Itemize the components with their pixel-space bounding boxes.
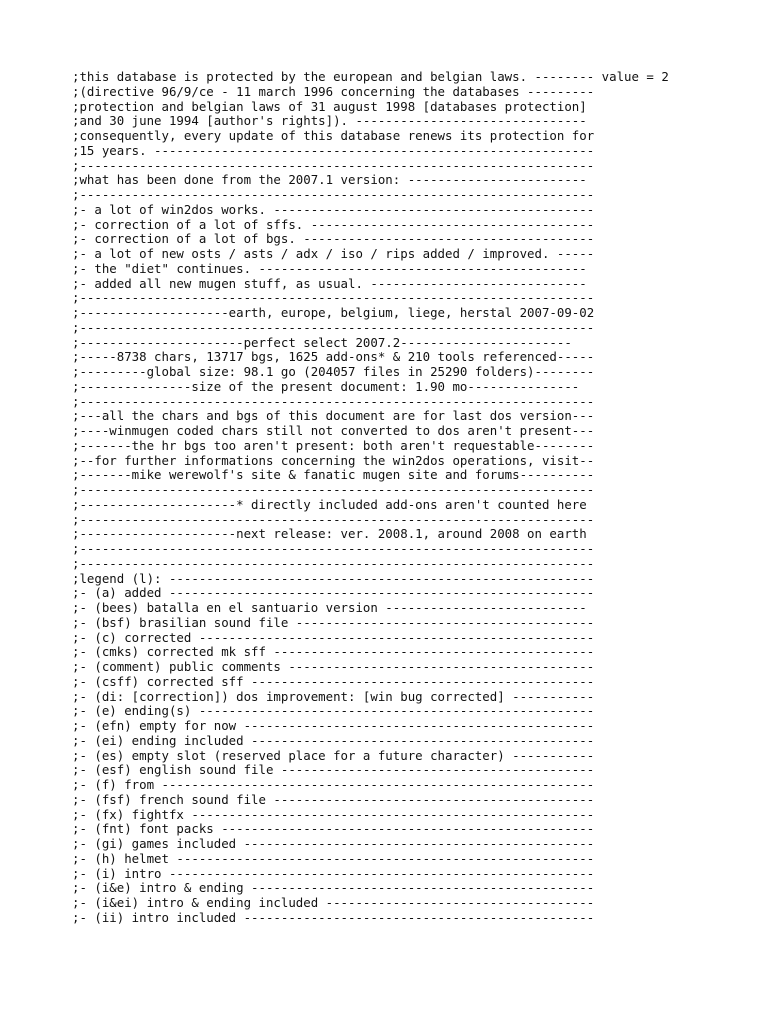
document-line: ;this database is protected by the european and belgian laws. -------- value = 2 bbox=[72, 69, 669, 84]
document-line: ;- correction of a lot of bgs. --------------------------------------- bbox=[72, 231, 595, 247]
document-line: ;- (comment) public comments ----------------------------------------- bbox=[72, 659, 595, 674]
document-line: ;--------------------------------------------------------------------- bbox=[72, 541, 595, 556]
document-line: ;--------------------earth, europe, belgium, liege, herstal 2007-09-02 bbox=[72, 305, 595, 320]
document-line: ;- (i&e) intro & ending ---------------------------------------------- bbox=[72, 880, 595, 896]
document-line: ;---all the chars and bgs of this document are for last dos version--- bbox=[72, 408, 595, 424]
document-line: ;--------------------------------------------------------------------- bbox=[72, 482, 595, 497]
document-line: ;consequently, every update of this database renews its protection for bbox=[72, 128, 595, 143]
document-line: ;----winmugen coded chars still not converted to dos aren't present--- bbox=[72, 423, 595, 438]
document-line: ;- (i) intro --------------------------------------------------------- bbox=[72, 865, 595, 881]
document-line: ;---------------------* directly included add-ons aren't counted here bbox=[72, 496, 587, 512]
document-line: ;- (di: [correction]) dos improvement: [win bug corrected] ----------- bbox=[72, 688, 595, 704]
document-line: ;---------global size: 98.1 go (204057 files in 25290 folders)-------- bbox=[72, 364, 595, 379]
document-line: ;- a lot of win2dos works. ------------------------------------------- bbox=[72, 201, 595, 217]
document-line: ;- a lot of new osts / asts / adx / iso / rips added / improved. ----- bbox=[72, 246, 595, 261]
document-line: ;- (a) added --------------------------------------------------------- bbox=[72, 585, 595, 601]
document-line: ;- (h) helmet -------------------------------------------------------- bbox=[72, 850, 595, 866]
document-text bbox=[72, 70, 669, 926]
document-line: ;- (bees) batalla en el santuario version --------------------------- bbox=[72, 600, 587, 615]
document-line: ;protection and belgian laws of 31 august 1998 [databases protection] bbox=[72, 98, 587, 114]
document-line: ;- (e) ending(s) ----------------------------------------------------- bbox=[72, 703, 595, 719]
document-line: ;--------------------------------------------------------------------- bbox=[72, 555, 595, 571]
document-line: ;- (gi) games included ----------------------------------------------- bbox=[72, 836, 595, 851]
document-line: ;--------------------------------------------------------------------- bbox=[72, 511, 595, 527]
document-line: ;--------------------------------------------------------------------- bbox=[72, 393, 595, 409]
document-line: ;legend (l): --------------------------------------------------------- bbox=[72, 570, 595, 586]
document-line: ;- (es) empty slot (reserved place for a future character) ----------- bbox=[72, 747, 595, 763]
document-line: ;---------------size of the present document: 1.90 mo--------------- bbox=[72, 378, 580, 394]
document-line: ;- (ei) ending included ---------------------------------------------- bbox=[72, 732, 595, 748]
document-line: ;- (bsf) brasilian sound file ---------------------------------------- bbox=[72, 614, 595, 630]
document-line: ;and 30 june 1994 [author's rights]). ------------------------------- bbox=[72, 113, 587, 129]
document-line: ;- (efn) empty for now ----------------------------------------------- bbox=[72, 718, 595, 733]
document-line: ;- (fx) fightfx ------------------------------------------------------ bbox=[72, 806, 595, 822]
document-line: ;--for further informations concerning the win2dos operations, visit-- bbox=[72, 452, 595, 468]
document-line: ;-------the hr bgs too aren't present: both aren't requestable-------- bbox=[72, 437, 595, 453]
document-line: ;--------------------------------------------------------------------- bbox=[72, 157, 595, 173]
document-line: ;--------------------------------------------------------------------- bbox=[72, 187, 595, 202]
document-line: ;--------------------------------------------------------------------- bbox=[72, 290, 595, 306]
document-line: ;- (c) corrected ----------------------------------------------------- bbox=[72, 629, 595, 645]
document-line: ;-----8738 chars, 13717 bgs, 1625 add-ons* & 210 tools referenced----- bbox=[72, 349, 595, 365]
document-line: ;- the "diet" continues. -------------------------------------------- bbox=[72, 260, 587, 276]
document-line: ;- correction of a lot of sffs. -------------------------------------- bbox=[72, 216, 595, 232]
document-line: ;- (cmks) corrected mk sff ------------------------------------------- bbox=[72, 644, 595, 660]
document-line: ;- (csff) corrected sff ---------------------------------------------- bbox=[72, 673, 595, 689]
document-line: ;- added all new mugen stuff, as usual. ----------------------------- bbox=[72, 275, 587, 291]
document-line: ;-------mike werewolf's site & fanatic mugen site and forums---------- bbox=[72, 467, 595, 483]
document-line: ;- (i&ei) intro & ending included ------------------------------------ bbox=[72, 895, 595, 910]
document-line: ;what has been done from the 2007.1 version: ------------------------ bbox=[72, 172, 587, 188]
document-line: ;--------------------------------------------------------------------- bbox=[72, 319, 595, 335]
document-line: ;- (esf) english sound file ------------------------------------------ bbox=[72, 762, 595, 778]
document-line: ;- (ii) intro included ----------------------------------------------- bbox=[72, 909, 595, 925]
document-line: ;- (fnt) font packs -------------------------------------------------- bbox=[72, 821, 595, 837]
document-line: ;---------------------next release: ver. 2008.1, around 2008 on earth bbox=[72, 526, 587, 542]
document-line: ;15 years. ----------------------------------------------------------- bbox=[72, 142, 595, 158]
document-line: ;- (fsf) french sound file ------------------------------------------- bbox=[72, 791, 595, 807]
document-line: ;(directive 96/9/ce - 11 march 1996 concerning the databases --------- bbox=[72, 83, 595, 99]
document-line: ;----------------------perfect select 2007.2----------------------- bbox=[72, 334, 572, 350]
document-line: ;- (f) from ---------------------------------------------------------- bbox=[72, 777, 595, 792]
